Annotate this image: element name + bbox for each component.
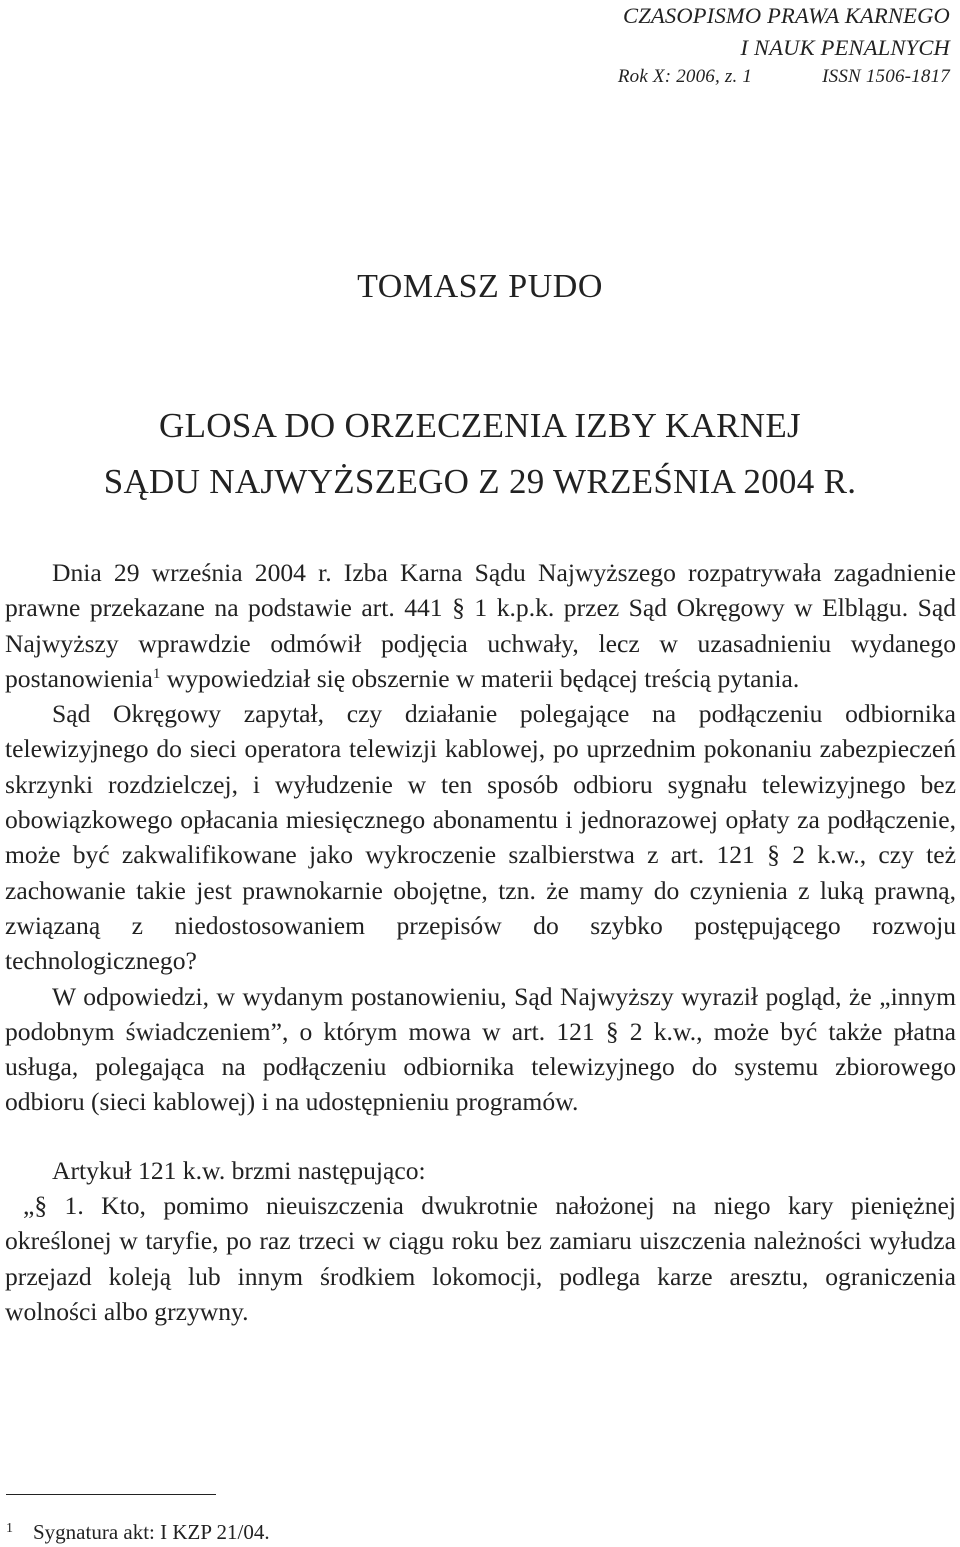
paragraph-4: Artykuł 121 k.w. brzmi następująco: xyxy=(52,1155,426,1185)
paragraph-1-text-a: Dnia 29 września 2004 r. Izba Karna Sądu Najwyższego rozpatrywała zagadnienie prawne przekazane na podstawie art. 441 § 1 k.p.k. przez Sąd Okręgowy w Elblągu. Sąd Najwyższy wprawdzie odmówił podjęcia uchwały, lecz w uzasadnieniu wydanego postanowienia xyxy=(5,558,956,693)
journal-year-issue: Rok X: 2006, z. 1 xyxy=(617,66,753,87)
author-name: TOMASZ PUDO xyxy=(357,268,603,305)
footnote-text: Sygnatura akt: I KZP 21/04. xyxy=(33,1520,270,1544)
article-title xyxy=(0,398,960,510)
paragraph-1-text-b: wypowiedział się obszernie w materii będącej treścią pytania. xyxy=(160,663,800,693)
footnote xyxy=(6,1515,270,1546)
paragraph-2: Sąd Okręgowy zapytał, czy działanie polegające na podłączeniu odbiornika telewizyjnego do sieci operatora telewizji kablowej, po uprzednim pokonaniu zabezpieczeń skrzynki rozdzielczej, i wyłudzenie w ten sposób odbioru sygnału telewizyjnego bez obowiązkowego opłacania miesięcznego abonamentu i jednorazowej opłaty za podłączenie, może być zakwalifikowane jako wykroczenie szalbierstwa z art. 121 § 2 k.w., czy też zachowanie takie jest prawnokarnie obojętne, tzn. że mamy do czynienia z luką prawną, związaną z niedostosowaniem przepisów do szybko postępującego rozwoju technologicznego? xyxy=(5,699,956,976)
journal-name-line1: CZASOPISMO PRAWA KARNEGO xyxy=(623,3,950,28)
article-body xyxy=(5,555,956,1329)
footnote-divider xyxy=(6,1494,216,1495)
journal-name-line2: I NAUK PENALNYCH xyxy=(740,35,950,60)
paragraph-3: W odpowiedzi, w wydanym postanowieniu, Sąd Najwyższy wyraził pogląd, że „innym podobnym świadczeniem”, o którym mowa w art. 121 § 2 k.w., może być także płatna usługa, polegająca na podłączeniu odbiornika telewizyjnego do systemu zbiorowego odbioru (sieci kablowej) i na udostępnieniu programów. xyxy=(5,981,956,1117)
footnote-number: 1 xyxy=(6,1521,13,1536)
article-title-line2: SĄDU NAJWYŻSZEGO Z 29 WRZEŚNIA 2004 R. xyxy=(103,462,857,501)
paragraph-5-quote: „§ 1. Kto, pomimo nieuiszczenia dwukrotnie nałożonej na niego kary pieniężnej określonej w taryfie, po raz trzeci w ciągu roku bez zamiaru uiszczenia należności wyłudza przejazd koleją lub innym środkiem lokomocji, podlega karze aresztu, ograniczenia wolności albo grzywny. xyxy=(5,1191,956,1326)
journal-header xyxy=(618,0,950,90)
article-title-line1: GLOSA DO ORZECZENIA IZBY KARNEJ xyxy=(159,406,801,445)
paragraph-1 xyxy=(5,555,956,696)
journal-issn: ISSN 1506-1817 xyxy=(822,66,950,87)
journal-meta xyxy=(618,64,950,90)
footnote-reference[interactable]: 1 xyxy=(152,665,161,682)
